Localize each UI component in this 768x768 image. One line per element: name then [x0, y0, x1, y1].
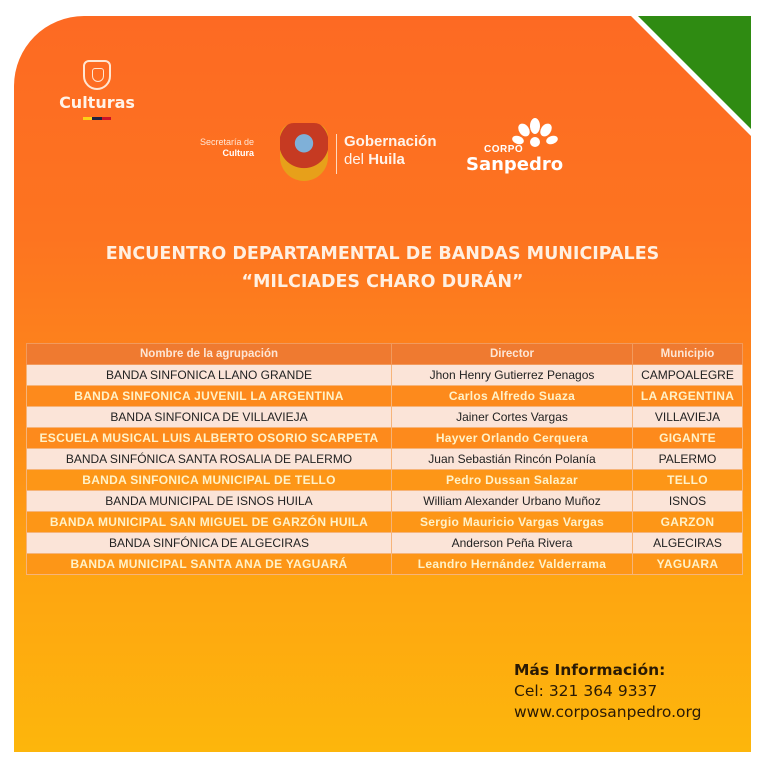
municipio-cell: ALGECIRAS: [633, 533, 743, 554]
secretaria-line1: Secretaría de: [200, 137, 255, 147]
bands-table: [26, 343, 743, 575]
director-cell: Carlos Alfredo Suaza: [392, 386, 633, 407]
secretaria-cultura-label: [200, 137, 254, 159]
logo-divider: [336, 134, 337, 174]
group-name-cell: BANDA SINFONICA LLANO GRANDE: [27, 365, 392, 386]
group-name-cell: ESCUELA MUSICAL LUIS ALBERTO OSORIO SCARPETA: [27, 428, 392, 449]
municipio-cell: CAMPOALEGRE: [633, 365, 743, 386]
green-corner-decoration: [638, 16, 751, 129]
director-cell: Pedro Dussan Salazar: [392, 470, 633, 491]
culturas-logo: [54, 60, 140, 120]
table-row: [27, 470, 743, 491]
table-row: [27, 386, 743, 407]
group-name-cell: BANDA SINFONICA DE VILLAVIEJA: [27, 407, 392, 428]
colombia-flag-stripe: [83, 117, 111, 120]
municipio-cell: VILLAVIEJA: [633, 407, 743, 428]
event-poster: [14, 16, 751, 752]
corpo-label: CORPO: [484, 144, 524, 155]
table-row: [27, 428, 743, 449]
gobernacion-huila-logo: [344, 133, 437, 169]
director-cell: Jainer Cortes Vargas: [392, 407, 633, 428]
sanpedro-label: Sanpedro: [466, 154, 564, 175]
secretaria-line2: Cultura: [222, 148, 255, 158]
director-cell: Sergio Mauricio Vargas Vargas: [392, 512, 633, 533]
director-cell: Jhon Henry Gutierrez Penagos: [392, 365, 633, 386]
table-row: [27, 512, 743, 533]
contact-phone: Cel: 321 364 9337: [514, 682, 658, 700]
gobernacion-huila: Huila: [368, 151, 405, 168]
table-row: [27, 407, 743, 428]
group-name-cell: BANDA SINFONICA MUNICIPAL DE TELLO: [27, 470, 392, 491]
coat-of-arms-icon: [83, 60, 111, 90]
table-row: [27, 365, 743, 386]
director-cell: Anderson Peña Rivera: [392, 533, 633, 554]
municipio-cell: TELLO: [633, 470, 743, 491]
contact-heading: Más Información:: [514, 661, 666, 679]
director-cell: Hayver Orlando Cerquera: [392, 428, 633, 449]
municipio-cell: LA ARGENTINA: [633, 386, 743, 407]
director-cell: Leandro Hernández Valderrama: [392, 554, 633, 575]
director-cell: Juan Sebastián Rincón Polanía: [392, 449, 633, 470]
table-row: [27, 449, 743, 470]
municipio-cell: YAGUARA: [633, 554, 743, 575]
table-header-row: [27, 344, 743, 365]
municipio-cell: PALERMO: [633, 449, 743, 470]
gobernacion-line1: Gobernación: [344, 133, 437, 150]
table-row: [27, 533, 743, 554]
header-municipio: Municipio: [633, 344, 743, 365]
contact-website: www.corposanpedro.org: [514, 703, 702, 721]
culturas-label: Culturas: [59, 93, 135, 112]
gobernacion-del: del: [344, 151, 369, 168]
group-name-cell: BANDA SINFÓNICA DE ALGECIRAS: [27, 533, 392, 554]
gobernacion-line2: [344, 151, 437, 169]
group-name-cell: BANDA MUNICIPAL SAN MIGUEL DE GARZÓN HUILA: [27, 512, 392, 533]
table-row: [27, 554, 743, 575]
title-line2: “MILCIADES CHARO DURÁN”: [241, 272, 524, 292]
table-row: [27, 491, 743, 512]
header-director: Director: [392, 344, 633, 365]
group-name-cell: BANDA SINFONICA JUVENIL LA ARGENTINA: [27, 386, 392, 407]
municipio-cell: ISNOS: [633, 491, 743, 512]
corposanpedro-logo: [466, 116, 562, 180]
municipio-cell: GARZON: [633, 512, 743, 533]
group-name-cell: BANDA MUNICIPAL DE ISNOS HUILA: [27, 491, 392, 512]
municipio-cell: GIGANTE: [633, 428, 743, 449]
event-title: [14, 240, 751, 296]
group-name-cell: BANDA MUNICIPAL SANTA ANA DE YAGUARÁ: [27, 554, 392, 575]
contact-info: [514, 660, 701, 723]
director-cell: William Alexander Urbano Muñoz: [392, 491, 633, 512]
title-line1: ENCUENTRO DEPARTAMENTAL DE BANDAS MUNICIPALES: [105, 244, 660, 264]
huila-coat-of-arms-icon: [280, 123, 328, 181]
header-group-name: Nombre de la agrupación: [27, 344, 392, 365]
group-name-cell: BANDA SINFÓNICA SANTA ROSALIA DE PALERMO: [27, 449, 392, 470]
